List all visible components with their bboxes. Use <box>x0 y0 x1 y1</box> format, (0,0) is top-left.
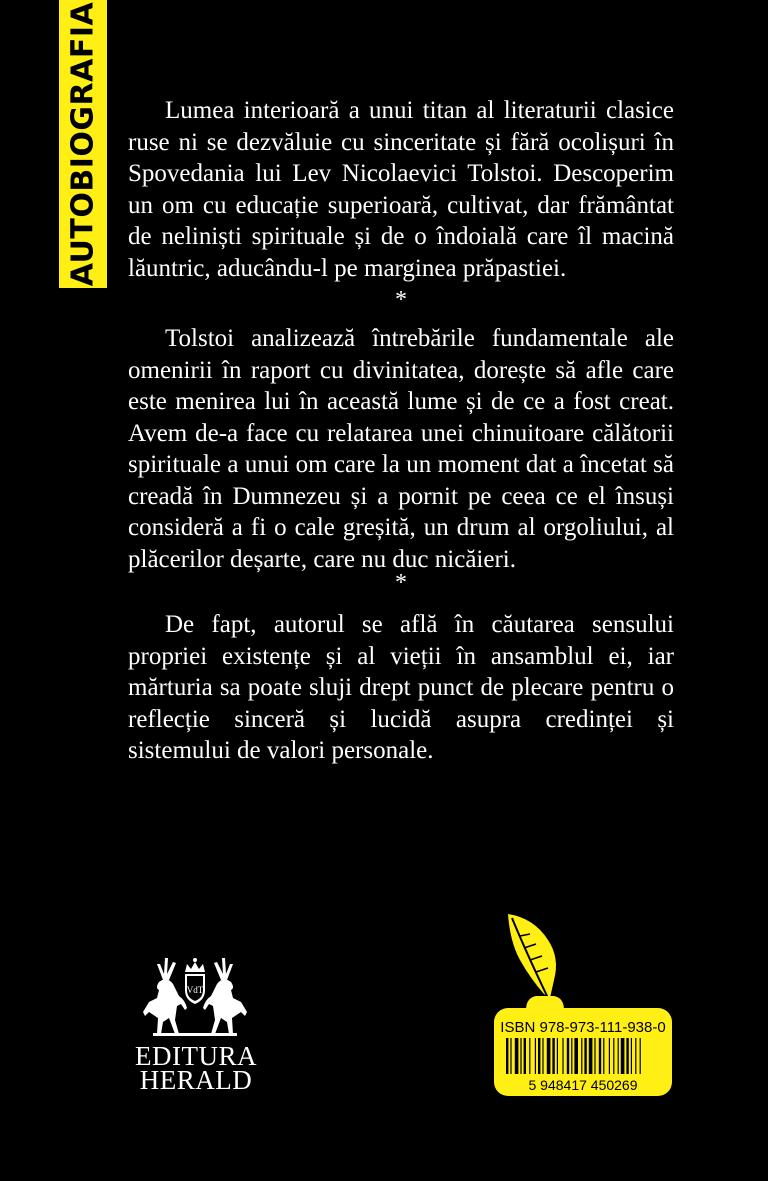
publisher-deer-crest-icon <box>135 950 255 1040</box>
paragraph-text: Lumea interioară a unui titan al literaturii clasice ruse ni se dezvăluie cu sinceritate și fără ocolișuri în Spovedania lui Lev Nicolaevici Tolstoi. Descoperim un om cu educație superioară, cultivat, dar frământat de neliniști spirituale și de o îndoială care îl macină lăuntric, aducându-l pe marginea prăpastiei. <box>128 97 674 282</box>
publisher-name-line-1: EDITURA <box>135 1041 257 1071</box>
publisher-name-line-2: HERALD <box>139 1065 253 1095</box>
barcode-number: 5 948417 450269 <box>528 1077 638 1093</box>
paragraph-text: Tolstoi analizează întrebările fundamentale ale omenirii în raport cu divinitatea, dorește să afle care este menirea lui în această lume și de ce a fost creat. Avem de-a face cu relatarea unei chinuitoare călătorii spirituale a unui om care la un moment dat a încetat să creadă în Dumnezeu și a pornit pe ceea ce el însuși consideră a fi o cale greșită, un drum al orgoliului, al plăcerilor deșarte, care nu duc nicăieri. <box>128 325 674 573</box>
genre-label: AUTOBIOGRAFIA <box>65 1 101 287</box>
section-separator: * <box>395 570 407 596</box>
isbn-text: ISBN 978-973-111-938-0 <box>500 1019 666 1036</box>
paragraph-text: De fapt, autorul se află în căutarea sensului propriei existențe și al vieții în ansamblul ei, iar mărturia sa poate sluji drept punct de plecare pentru o reflecție sinceră și lucidă asupra credinței și sistemului de valori personale. <box>128 611 674 764</box>
quill-inkwell-icon <box>508 914 564 1010</box>
section-separator: * <box>395 287 407 313</box>
blurb-paragraph-1 <box>128 95 674 284</box>
isbn-barcode <box>490 912 674 1098</box>
genre-side-tab <box>59 0 107 288</box>
blurb-paragraph-2 <box>128 323 674 575</box>
logo-monogram: VdT <box>186 985 204 995</box>
blurb-paragraph-3 <box>128 609 674 767</box>
